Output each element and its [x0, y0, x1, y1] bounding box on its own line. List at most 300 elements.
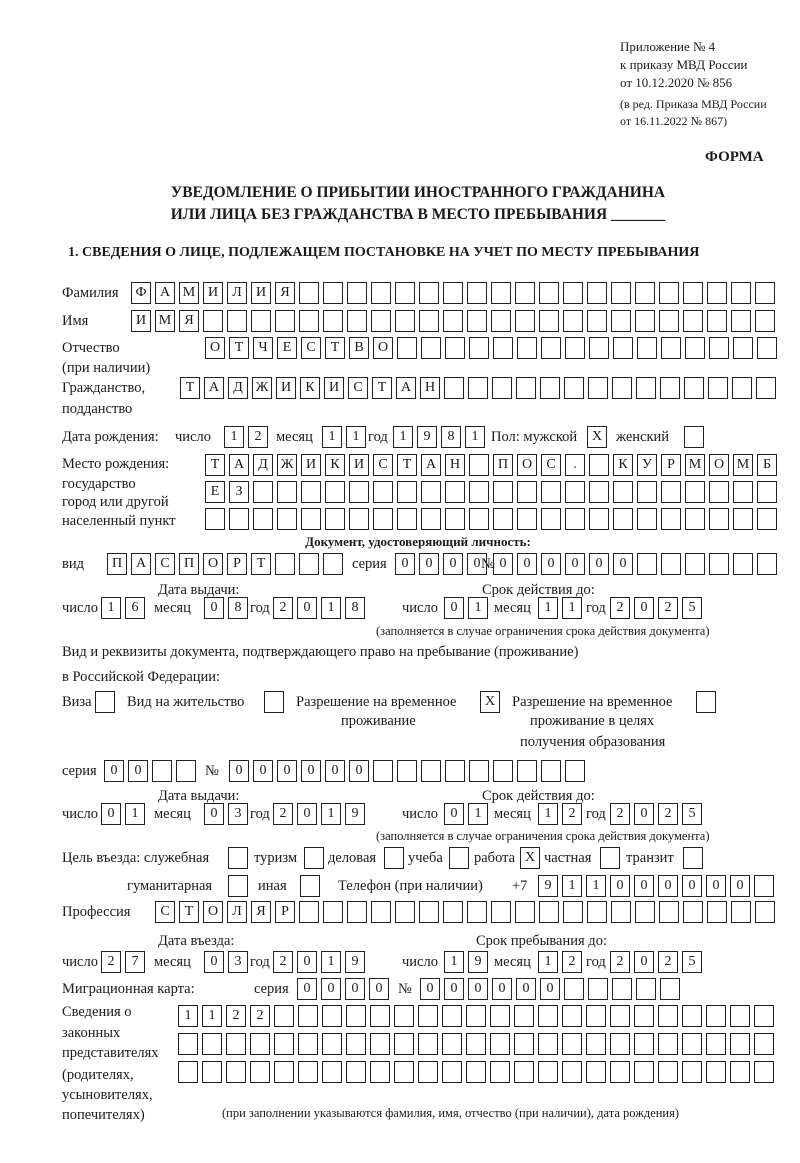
citizenship-field[interactable]	[180, 377, 776, 399]
char-cell[interactable]: Д	[253, 454, 273, 476]
char-cell[interactable]	[443, 282, 463, 304]
char-cell[interactable]	[755, 901, 775, 923]
char-cell[interactable]	[756, 377, 776, 399]
char-cell[interactable]	[612, 978, 632, 1000]
char-cell[interactable]	[589, 454, 609, 476]
char-cell[interactable]: С	[541, 454, 561, 476]
char-cell[interactable]	[397, 337, 417, 359]
char-cell[interactable]	[755, 310, 775, 332]
char-cell[interactable]: 3	[228, 951, 248, 973]
char-cell[interactable]	[346, 1005, 366, 1027]
char-cell[interactable]: 2	[273, 951, 293, 973]
char-cell[interactable]	[299, 310, 319, 332]
right-series-field[interactable]	[104, 760, 196, 782]
char-cell[interactable]: С	[348, 377, 368, 399]
char-cell[interactable]	[418, 1033, 438, 1055]
char-cell[interactable]: 2	[562, 951, 582, 973]
char-cell[interactable]	[226, 1061, 246, 1083]
char-cell[interactable]: 1	[538, 597, 558, 619]
char-cell[interactable]: 0	[204, 951, 224, 973]
char-cell[interactable]	[610, 1033, 630, 1055]
char-cell[interactable]	[515, 901, 535, 923]
char-cell[interactable]	[707, 282, 727, 304]
char-cell[interactable]	[757, 481, 777, 503]
char-cell[interactable]	[563, 310, 583, 332]
char-cell[interactable]	[757, 337, 777, 359]
right-issue-day[interactable]	[101, 803, 145, 825]
char-cell[interactable]	[277, 508, 297, 530]
char-cell[interactable]: О	[205, 337, 225, 359]
doc-valid-month[interactable]	[538, 597, 582, 619]
char-cell[interactable]: 1	[393, 426, 413, 448]
char-cell[interactable]: Н	[445, 454, 465, 476]
char-cell[interactable]: 9	[468, 951, 488, 973]
char-cell[interactable]	[755, 282, 775, 304]
char-cell[interactable]: С	[373, 454, 393, 476]
char-cell[interactable]: 0	[204, 803, 224, 825]
char-cell[interactable]	[491, 901, 511, 923]
char-cell[interactable]	[685, 337, 705, 359]
char-cell[interactable]	[589, 337, 609, 359]
birth-month-field[interactable]	[322, 426, 366, 448]
char-cell[interactable]: 9	[417, 426, 437, 448]
char-cell[interactable]: П	[179, 553, 199, 575]
char-cell[interactable]	[541, 760, 561, 782]
char-cell[interactable]: .	[565, 454, 585, 476]
char-cell[interactable]: З	[229, 481, 249, 503]
char-cell[interactable]	[322, 1061, 342, 1083]
char-cell[interactable]: Р	[275, 901, 295, 923]
char-cell[interactable]: 3	[228, 803, 248, 825]
char-cell[interactable]	[637, 553, 657, 575]
char-cell[interactable]: С	[155, 553, 175, 575]
char-cell[interactable]	[634, 1061, 654, 1083]
char-cell[interactable]	[373, 508, 393, 530]
char-cell[interactable]: Т	[180, 377, 200, 399]
char-cell[interactable]: 0	[345, 978, 365, 1000]
char-cell[interactable]: 7	[125, 951, 145, 973]
char-cell[interactable]	[467, 310, 487, 332]
char-cell[interactable]	[683, 901, 703, 923]
char-cell[interactable]: И	[276, 377, 296, 399]
char-cell[interactable]: 1	[538, 951, 558, 973]
char-cell[interactable]	[637, 481, 657, 503]
char-cell[interactable]	[754, 1033, 774, 1055]
char-cell[interactable]	[466, 1033, 486, 1055]
char-cell[interactable]: 0	[301, 760, 321, 782]
char-cell[interactable]	[685, 508, 705, 530]
purpose-business-checkbox[interactable]	[384, 847, 404, 869]
char-cell[interactable]: И	[131, 310, 151, 332]
char-cell[interactable]: 0	[420, 978, 440, 1000]
char-cell[interactable]	[251, 310, 271, 332]
char-cell[interactable]	[467, 282, 487, 304]
char-cell[interactable]: 1	[468, 803, 488, 825]
char-cell[interactable]: К	[300, 377, 320, 399]
char-cell[interactable]: 2	[658, 951, 678, 973]
char-cell[interactable]: 1	[346, 426, 366, 448]
char-cell[interactable]	[541, 508, 561, 530]
char-cell[interactable]: К	[325, 454, 345, 476]
char-cell[interactable]	[444, 377, 464, 399]
char-cell[interactable]: 1	[586, 875, 606, 897]
reps-line-2[interactable]	[178, 1033, 774, 1055]
doc-valid-year[interactable]	[610, 597, 702, 619]
char-cell[interactable]	[636, 978, 656, 1000]
char-cell[interactable]	[733, 337, 753, 359]
patronymic-field[interactable]	[205, 337, 777, 359]
char-cell[interactable]	[445, 481, 465, 503]
char-cell[interactable]	[563, 282, 583, 304]
char-cell[interactable]	[491, 282, 511, 304]
char-cell[interactable]	[684, 426, 704, 448]
char-cell[interactable]	[299, 901, 319, 923]
char-cell[interactable]	[202, 1061, 222, 1083]
char-cell[interactable]	[754, 1061, 774, 1083]
char-cell[interactable]	[754, 1005, 774, 1027]
char-cell[interactable]	[371, 282, 391, 304]
char-cell[interactable]	[298, 1061, 318, 1083]
char-cell[interactable]	[634, 1033, 654, 1055]
char-cell[interactable]	[299, 553, 319, 575]
purpose-private-checkbox[interactable]	[600, 847, 620, 869]
char-cell[interactable]	[611, 310, 631, 332]
char-cell[interactable]	[661, 553, 681, 575]
char-cell[interactable]	[95, 691, 115, 713]
char-cell[interactable]: 0	[706, 875, 726, 897]
char-cell[interactable]: 1	[538, 803, 558, 825]
char-cell[interactable]: О	[203, 553, 223, 575]
char-cell[interactable]: Д	[228, 377, 248, 399]
char-cell[interactable]: 0	[589, 553, 609, 575]
char-cell[interactable]	[325, 508, 345, 530]
char-cell[interactable]: Т	[229, 337, 249, 359]
char-cell[interactable]	[708, 377, 728, 399]
stay-month[interactable]	[538, 951, 582, 973]
birthplace-line-2[interactable]	[205, 481, 777, 503]
sex-male-checkbox[interactable]	[587, 426, 607, 448]
char-cell[interactable]: 5	[682, 597, 702, 619]
char-cell[interactable]: 0	[443, 553, 463, 575]
char-cell[interactable]: 2	[658, 597, 678, 619]
char-cell[interactable]: 0	[369, 978, 389, 1000]
char-cell[interactable]: Т	[205, 454, 225, 476]
char-cell[interactable]	[539, 310, 559, 332]
char-cell[interactable]: Е	[205, 481, 225, 503]
char-cell[interactable]: А	[204, 377, 224, 399]
purpose-humanitarian-checkbox[interactable]	[228, 875, 248, 897]
char-cell[interactable]	[757, 553, 777, 575]
char-cell[interactable]	[421, 337, 441, 359]
char-cell[interactable]	[370, 1061, 390, 1083]
char-cell[interactable]	[395, 901, 415, 923]
name-field[interactable]	[131, 310, 775, 332]
char-cell[interactable]	[613, 481, 633, 503]
char-cell[interactable]	[178, 1061, 198, 1083]
right-number-field[interactable]	[229, 760, 585, 782]
char-cell[interactable]: 1	[562, 875, 582, 897]
char-cell[interactable]	[227, 310, 247, 332]
char-cell[interactable]	[346, 1061, 366, 1083]
char-cell[interactable]: 1	[465, 426, 485, 448]
char-cell[interactable]: 0	[444, 597, 464, 619]
char-cell[interactable]	[203, 310, 223, 332]
char-cell[interactable]	[323, 901, 343, 923]
char-cell[interactable]	[589, 508, 609, 530]
char-cell[interactable]: 0	[634, 875, 654, 897]
char-cell[interactable]	[661, 337, 681, 359]
char-cell[interactable]	[445, 508, 465, 530]
char-cell[interactable]	[565, 337, 585, 359]
char-cell[interactable]	[515, 282, 535, 304]
char-cell[interactable]	[394, 1033, 414, 1055]
doc-issue-year[interactable]	[273, 597, 365, 619]
char-cell[interactable]	[696, 691, 716, 713]
char-cell[interactable]	[467, 901, 487, 923]
char-cell[interactable]	[538, 1005, 558, 1027]
char-cell[interactable]	[418, 1005, 438, 1027]
char-cell[interactable]	[587, 901, 607, 923]
char-cell[interactable]: 0	[634, 597, 654, 619]
char-cell[interactable]: 1	[178, 1005, 198, 1027]
char-cell[interactable]	[445, 337, 465, 359]
char-cell[interactable]	[370, 1005, 390, 1027]
char-cell[interactable]	[442, 1005, 462, 1027]
purpose-work-checkbox[interactable]	[520, 847, 540, 869]
char-cell[interactable]	[635, 901, 655, 923]
char-cell[interactable]	[682, 1033, 702, 1055]
birth-year-field[interactable]	[393, 426, 485, 448]
char-cell[interactable]	[419, 310, 439, 332]
char-cell[interactable]: Е	[277, 337, 297, 359]
char-cell[interactable]	[469, 454, 489, 476]
char-cell[interactable]	[586, 1061, 606, 1083]
char-cell[interactable]	[634, 1005, 654, 1027]
char-cell[interactable]	[637, 508, 657, 530]
char-cell[interactable]	[635, 282, 655, 304]
doc-valid-day[interactable]	[444, 597, 488, 619]
char-cell[interactable]	[493, 760, 513, 782]
char-cell[interactable]	[563, 901, 583, 923]
char-cell[interactable]: М	[155, 310, 175, 332]
char-cell[interactable]: С	[155, 901, 175, 923]
char-cell[interactable]	[394, 1061, 414, 1083]
char-cell[interactable]	[731, 310, 751, 332]
char-cell[interactable]: 0	[277, 760, 297, 782]
char-cell[interactable]: 0	[658, 875, 678, 897]
char-cell[interactable]: Ж	[277, 454, 297, 476]
char-cell[interactable]	[395, 282, 415, 304]
char-cell[interactable]	[637, 337, 657, 359]
stay-year[interactable]	[610, 951, 702, 973]
temp-residence-checkbox[interactable]	[480, 691, 500, 713]
migration-series-field[interactable]	[297, 978, 389, 1000]
right-issue-year[interactable]	[273, 803, 365, 825]
char-cell[interactable]: 2	[273, 803, 293, 825]
char-cell[interactable]: 0	[128, 760, 148, 782]
birthplace-line-1[interactable]	[205, 454, 777, 476]
char-cell[interactable]: 0	[682, 875, 702, 897]
char-cell[interactable]	[564, 978, 584, 1000]
char-cell[interactable]	[442, 1033, 462, 1055]
char-cell[interactable]: 0	[492, 978, 512, 1000]
char-cell[interactable]	[275, 553, 295, 575]
char-cell[interactable]: Р	[227, 553, 247, 575]
profession-field[interactable]	[155, 901, 775, 923]
char-cell[interactable]: 0	[229, 760, 249, 782]
char-cell[interactable]: 2	[610, 951, 630, 973]
char-cell[interactable]: 5	[682, 951, 702, 973]
char-cell[interactable]: Л	[227, 282, 247, 304]
char-cell[interactable]	[683, 847, 703, 869]
char-cell[interactable]	[298, 1005, 318, 1027]
char-cell[interactable]: 8	[345, 597, 365, 619]
char-cell[interactable]: Н	[420, 377, 440, 399]
birth-day-field[interactable]	[224, 426, 268, 448]
char-cell[interactable]: 1	[562, 597, 582, 619]
char-cell[interactable]	[709, 508, 729, 530]
char-cell[interactable]: А	[396, 377, 416, 399]
char-cell[interactable]	[517, 508, 537, 530]
char-cell[interactable]	[418, 1061, 438, 1083]
purpose-transit-checkbox[interactable]	[683, 847, 703, 869]
char-cell[interactable]	[152, 760, 172, 782]
char-cell[interactable]: 0	[204, 597, 224, 619]
char-cell[interactable]	[421, 481, 441, 503]
char-cell[interactable]	[661, 481, 681, 503]
char-cell[interactable]	[658, 1033, 678, 1055]
char-cell[interactable]	[469, 481, 489, 503]
char-cell[interactable]	[264, 691, 284, 713]
char-cell[interactable]	[565, 481, 585, 503]
char-cell[interactable]	[730, 1033, 750, 1055]
char-cell[interactable]: А	[421, 454, 441, 476]
char-cell[interactable]: 0	[613, 553, 633, 575]
char-cell[interactable]	[274, 1005, 294, 1027]
temp-education-checkbox[interactable]	[696, 691, 716, 713]
char-cell[interactable]: Я	[251, 901, 271, 923]
doc-issue-day[interactable]	[101, 597, 145, 619]
char-cell[interactable]	[683, 282, 703, 304]
char-cell[interactable]	[301, 481, 321, 503]
char-cell[interactable]: 1	[224, 426, 244, 448]
surname-field[interactable]	[131, 282, 775, 304]
char-cell[interactable]	[469, 760, 489, 782]
entry-year[interactable]	[273, 951, 365, 973]
char-cell[interactable]: 1	[322, 426, 342, 448]
char-cell[interactable]	[733, 553, 753, 575]
char-cell[interactable]: М	[685, 454, 705, 476]
char-cell[interactable]	[176, 760, 196, 782]
char-cell[interactable]: Т	[251, 553, 271, 575]
char-cell[interactable]: 0	[634, 951, 654, 973]
char-cell[interactable]	[371, 901, 391, 923]
char-cell[interactable]: 1	[202, 1005, 222, 1027]
char-cell[interactable]	[565, 760, 585, 782]
char-cell[interactable]: 0	[444, 978, 464, 1000]
char-cell[interactable]	[731, 282, 751, 304]
char-cell[interactable]: 1	[321, 951, 341, 973]
char-cell[interactable]: 9	[345, 803, 365, 825]
char-cell[interactable]	[587, 310, 607, 332]
char-cell[interactable]: 1	[444, 951, 464, 973]
char-cell[interactable]	[490, 1061, 510, 1083]
char-cell[interactable]	[493, 337, 513, 359]
char-cell[interactable]	[490, 1033, 510, 1055]
birthplace-line-3[interactable]	[205, 508, 777, 530]
char-cell[interactable]	[253, 508, 273, 530]
char-cell[interactable]: 0	[395, 553, 415, 575]
char-cell[interactable]	[589, 481, 609, 503]
char-cell[interactable]	[730, 1005, 750, 1027]
char-cell[interactable]: П	[107, 553, 127, 575]
char-cell[interactable]	[325, 481, 345, 503]
char-cell[interactable]	[202, 1033, 222, 1055]
char-cell[interactable]	[600, 847, 620, 869]
char-cell[interactable]	[394, 1005, 414, 1027]
char-cell[interactable]: 0	[540, 978, 560, 1000]
visa-checkbox[interactable]	[95, 691, 115, 713]
char-cell[interactable]: Т	[397, 454, 417, 476]
char-cell[interactable]	[253, 481, 273, 503]
char-cell[interactable]	[517, 760, 537, 782]
char-cell[interactable]	[706, 1061, 726, 1083]
char-cell[interactable]	[564, 377, 584, 399]
char-cell[interactable]: 2	[248, 426, 268, 448]
char-cell[interactable]: 2	[562, 803, 582, 825]
char-cell[interactable]	[178, 1033, 198, 1055]
char-cell[interactable]	[733, 481, 753, 503]
char-cell[interactable]: Ч	[253, 337, 273, 359]
char-cell[interactable]	[300, 875, 320, 897]
char-cell[interactable]	[731, 901, 751, 923]
char-cell[interactable]	[659, 310, 679, 332]
char-cell[interactable]: Р	[661, 454, 681, 476]
char-cell[interactable]	[682, 1061, 702, 1083]
doc-series-field[interactable]	[395, 553, 487, 575]
char-cell[interactable]: X	[587, 426, 607, 448]
char-cell[interactable]: Т	[372, 377, 392, 399]
char-cell[interactable]: 1	[321, 803, 341, 825]
char-cell[interactable]: 0	[101, 803, 121, 825]
char-cell[interactable]: А	[155, 282, 175, 304]
char-cell[interactable]: 0	[444, 803, 464, 825]
char-cell[interactable]	[299, 282, 319, 304]
purpose-other-checkbox[interactable]	[300, 875, 320, 897]
char-cell[interactable]	[491, 310, 511, 332]
char-cell[interactable]	[228, 875, 248, 897]
char-cell[interactable]	[709, 337, 729, 359]
char-cell[interactable]: 0	[467, 553, 487, 575]
char-cell[interactable]	[733, 508, 753, 530]
char-cell[interactable]	[442, 1061, 462, 1083]
char-cell[interactable]	[588, 377, 608, 399]
char-cell[interactable]	[323, 310, 343, 332]
char-cell[interactable]	[397, 760, 417, 782]
char-cell[interactable]	[610, 1061, 630, 1083]
residence-permit-checkbox[interactable]	[264, 691, 284, 713]
char-cell[interactable]	[443, 901, 463, 923]
char-cell[interactable]: М	[733, 454, 753, 476]
char-cell[interactable]: Я	[179, 310, 199, 332]
char-cell[interactable]	[226, 1033, 246, 1055]
entry-day[interactable]	[101, 951, 145, 973]
char-cell[interactable]: 0	[297, 803, 317, 825]
char-cell[interactable]	[613, 337, 633, 359]
char-cell[interactable]	[611, 282, 631, 304]
char-cell[interactable]: О	[373, 337, 393, 359]
char-cell[interactable]: 0	[610, 875, 630, 897]
